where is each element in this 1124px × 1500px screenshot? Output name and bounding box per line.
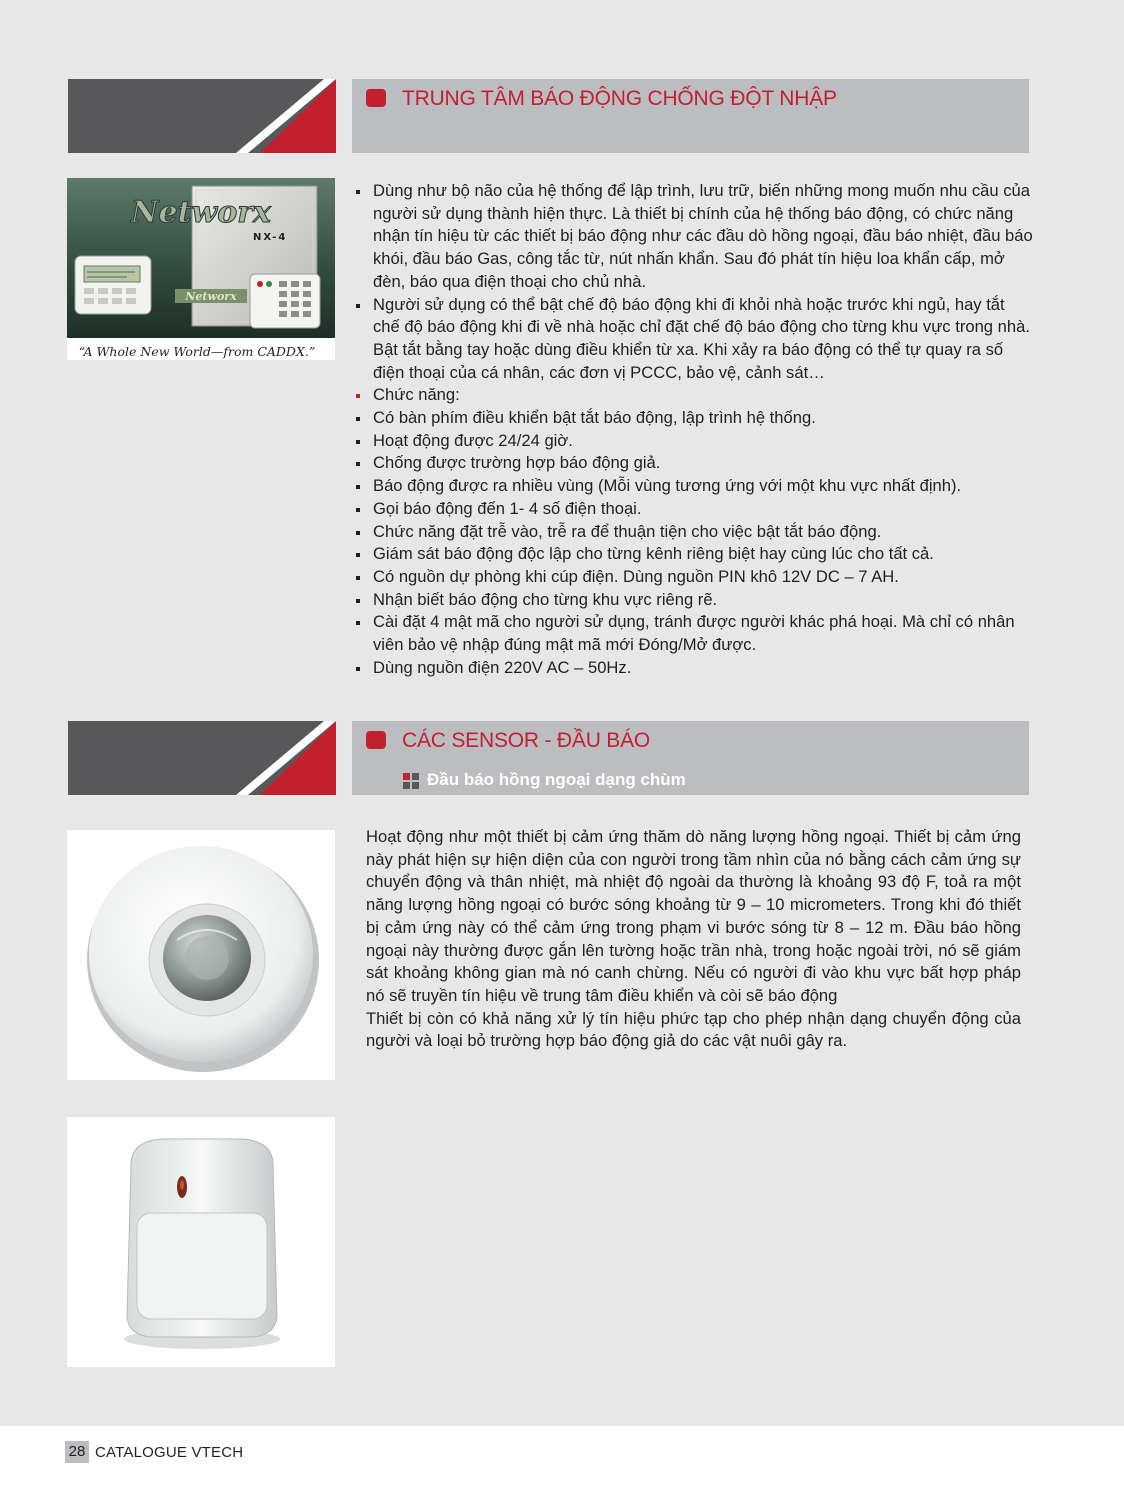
list-item: Hoạt động được 24/24 giờ. [352,430,1034,453]
section2-description [366,826,1021,1053]
section1-corner-graphic [68,79,336,153]
list-item: Có nguồn dự phòng khi cúp điện. Dùng nguồn PIN khô 12V DC – 7 AH. [352,566,1034,589]
subsection-grid-icon [403,773,419,789]
section-marker-icon [366,731,386,749]
image-caption: “A Whole New World—from CADDX.” [78,344,316,359]
list-item: Chức năng: [352,384,1034,407]
footer-label: CATALOGUE VTECH [95,1444,244,1461]
section-marker-icon [366,89,386,107]
list-item: Dùng nguồn điện 220V AC – 50Hz. [352,657,1034,680]
list-item: Giám sát báo động độc lập cho từng kênh riêng biệt hay cùng lúc cho tất cả. [352,543,1034,566]
ceiling-sensor-image [67,830,335,1080]
list-item: Dùng như bộ não của hệ thống để lập trình, lưu trữ, biến những mong muốn nhu cầu của người sử dụng thành hiện thực. Là thiết bị chính của hệ thống báo động, có chức năng nhận tín hiệu từ các thiết bị báo động như các đầu dò hồng ngoại, đầu báo nhiệt, đầu báo khói, đầu báo Gas, công tắc từ, nút nhấn khẩn. Sau đó phát tín hiệu loa khẩn cấp, mở đèn, báo qua điện thoại cho chủ nhà. [352,180,1034,294]
model-label: NX-4 [253,232,288,243]
paragraph: Hoạt động như một thiết bị cảm ứng thăm dò năng lượng hồng ngoại. Thiết bị cảm ứng này phát hiện sự hiện diện của con người trong tầm nhìn của nó bằng cách cảm ứng sự chuyển động và thân nhiệt, mà nhiệt độ ngoài da thường là khoảng 93 độ F, toả ra một năng lượng hồng ngoại có bước sóng khoảng từ 9 – 10 micrometers. Trong khi đó thiết bị cảm ứng này có thể cảm ứng trong phạm vi bước sóng từ 8 – 12 m. Đầu báo hồng ngoại này thường được gắn lên tường hoặc trần nhà, trong hoặc ngoài trời, nó sẽ giám sát khoảng không gian mà nó canh chừng. Nếu có người đi vào khu vực bất hợp pháp nó sẽ truyền tín hiệu về trung tâm điều khiển và còi sẽ báo động [366,827,1021,1005]
section2-corner-graphic [68,721,336,795]
list-item: Báo động được ra nhiều vùng (Mỗi vùng tương ứng với một khu vực nhất định). [352,475,1034,498]
page-number: 28 [65,1441,89,1463]
panel-label-text: Networx [185,290,237,303]
section1-header-bar [352,79,1029,153]
list-item: Chống được trường hợp báo động giả. [352,452,1034,475]
list-item: Nhận biết báo động cho từng khu vực riêng rẽ. [352,589,1034,612]
paragraph: Thiết bị còn có khả năng xử lý tín hiệu phức tạp cho phép nhận dạng chuyển động của người và loại bỏ trường hợp báo động giả do các vật nuôi gây ra. [366,1008,1021,1051]
brand-logo-text: Networx [131,195,271,230]
list-item: Chức năng đặt trễ vào, trễ ra để thuận tiện cho việc bật tắt báo động. [352,521,1034,544]
list-item: Có bàn phím điều khiển bật tắt báo động, lập trình hệ thống. [352,407,1034,430]
wall-sensor-image [67,1117,335,1367]
list-item: Gọi báo động đến 1- 4 số điện thoại. [352,498,1034,521]
section1-feature-list [352,180,1034,679]
alarm-panel-image [67,178,335,360]
section2-title: CÁC SENSOR - ĐẦU BÁO [402,729,651,752]
section2-header-bar [352,721,1029,795]
list-item: Cài đặt 4 mật mã cho người sử dụng, tránh được người khác phá hoại. Mà chỉ có nhân viên bảo vệ nhập đúng mật mã mới Đóng/Mở được. [352,611,1034,656]
section1-title: TRUNG TÂM BÁO ĐỘNG CHỐNG ĐỘT NHẬP [402,87,837,110]
section2-subtitle: Đầu báo hồng ngoại dạng chùm [427,770,686,789]
list-item: Người sử dụng có thể bật chế độ báo động khi đi khỏi nhà hoặc trước khi ngủ, hay tắt chế độ báo động khi đi về nhà hoặc chỉ đặt chế độ báo động cho từng khu vực trong nhà. Bật tắt bằng tay hoặc dùng điều khiển từ xa. Khi xảy ra báo động có thể tự quay ra số điện thoại của cá nhân, các đơn vị PCCC, bảo vệ, cảnh sát… [352,294,1034,385]
